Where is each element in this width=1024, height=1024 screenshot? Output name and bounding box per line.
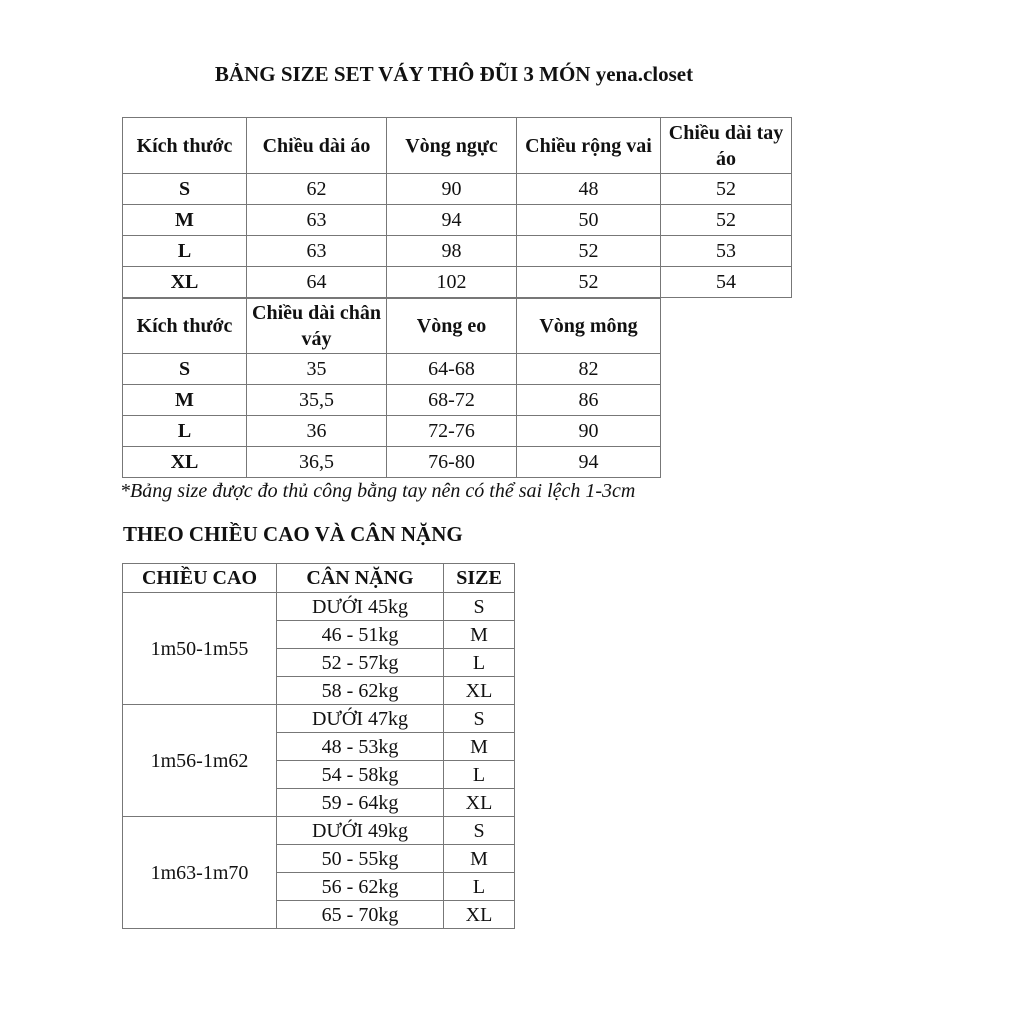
table-cell: 50 (517, 205, 661, 236)
table-row (123, 385, 661, 416)
header-cell: Vòng mông (517, 299, 661, 354)
table-row (123, 705, 515, 733)
header-cell: Vòng eo (387, 299, 517, 354)
size-cell: M (444, 621, 515, 649)
header-cell: CÂN NẶNG (277, 564, 444, 593)
header-cell: Vòng ngực (387, 118, 517, 174)
table-cell: 64-68 (387, 354, 517, 385)
size-cell: XL (123, 267, 247, 298)
table-cell: 72-76 (387, 416, 517, 447)
size-cell: S (444, 705, 515, 733)
table-cell: 94 (517, 447, 661, 478)
table-cell: 82 (517, 354, 661, 385)
size-cell: S (123, 354, 247, 385)
table-row (123, 267, 792, 298)
page-title: BẢNG SIZE SET VÁY THÔ ĐŨI 3 MÓN yena.closet (214, 62, 694, 86)
height-range-cell: 1m63-1m70 (123, 817, 277, 929)
table-row (123, 447, 661, 478)
size-cell: L (444, 761, 515, 789)
table-row (123, 817, 515, 845)
weight-cell: DƯỚI 47kg (277, 705, 444, 733)
table-cell: 62 (247, 174, 387, 205)
size-cell: XL (444, 789, 515, 817)
table-cell: 94 (387, 205, 517, 236)
header-cell: Chiều dài chân váy (247, 299, 387, 354)
table-cell: 35 (247, 354, 387, 385)
table-cell: 52 (661, 174, 792, 205)
size-cell: XL (123, 447, 247, 478)
table-cell: 98 (387, 236, 517, 267)
table-cell: 102 (387, 267, 517, 298)
weight-cell: 50 - 55kg (277, 845, 444, 873)
table-cell: 36,5 (247, 447, 387, 478)
size-cell: M (444, 845, 515, 873)
size-cell: M (123, 385, 247, 416)
table-cell: 76-80 (387, 447, 517, 478)
table-cell: 36 (247, 416, 387, 447)
table-row (123, 354, 661, 385)
table-cell: 64 (247, 267, 387, 298)
size-cell: XL (444, 901, 515, 929)
height-weight-table (122, 563, 515, 929)
table-row (123, 174, 792, 205)
header-cell: Kích thước (123, 299, 247, 354)
measurement-note: *Bảng size được đo thủ công bằng tay nên có thể sai lệch 1-3cm (120, 480, 636, 502)
table-cell: 54 (661, 267, 792, 298)
weight-cell: 52 - 57kg (277, 649, 444, 677)
size-cell: L (444, 649, 515, 677)
table-row (123, 416, 661, 447)
table-cell: 52 (517, 236, 661, 267)
weight-cell: DƯỚI 49kg (277, 817, 444, 845)
size-cell: L (123, 236, 247, 267)
size-cell: L (444, 873, 515, 901)
table-row (123, 205, 792, 236)
height-range-cell: 1m50-1m55 (123, 593, 277, 705)
table-cell: 90 (387, 174, 517, 205)
size-cell: S (123, 174, 247, 205)
header-cell: SIZE (444, 564, 515, 593)
weight-cell: 65 - 70kg (277, 901, 444, 929)
header-cell: Chiều dài tay áo (661, 118, 792, 174)
table-cell: 52 (517, 267, 661, 298)
size-cell: XL (444, 677, 515, 705)
skirt-size-table (122, 298, 661, 478)
table-cell: 35,5 (247, 385, 387, 416)
table-cell: 52 (661, 205, 792, 236)
size-cell: S (444, 593, 515, 621)
top-size-table (122, 117, 792, 298)
table-cell: 68-72 (387, 385, 517, 416)
header-cell: Chiều rộng vai (517, 118, 661, 174)
table-header-row (123, 118, 792, 174)
table-cell: 86 (517, 385, 661, 416)
size-cell: M (444, 733, 515, 761)
section-subtitle: THEO CHIỀU CAO VÀ CÂN NẶNG (123, 522, 463, 546)
weight-cell: 54 - 58kg (277, 761, 444, 789)
weight-cell: 46 - 51kg (277, 621, 444, 649)
table-header-row (123, 299, 661, 354)
table-cell: 63 (247, 236, 387, 267)
weight-cell: 58 - 62kg (277, 677, 444, 705)
table-row (123, 236, 792, 267)
header-cell: Chiều dài áo (247, 118, 387, 174)
weight-cell: 56 - 62kg (277, 873, 444, 901)
weight-cell: DƯỚI 45kg (277, 593, 444, 621)
table-header-row (123, 564, 515, 593)
table-cell: 53 (661, 236, 792, 267)
weight-cell: 48 - 53kg (277, 733, 444, 761)
weight-cell: 59 - 64kg (277, 789, 444, 817)
table-cell: 48 (517, 174, 661, 205)
table-row (123, 593, 515, 621)
table-cell: 63 (247, 205, 387, 236)
size-cell: L (123, 416, 247, 447)
size-cell: M (123, 205, 247, 236)
header-cell: Kích thước (123, 118, 247, 174)
table-cell: 90 (517, 416, 661, 447)
size-cell: S (444, 817, 515, 845)
height-range-cell: 1m56-1m62 (123, 705, 277, 817)
header-cell: CHIỀU CAO (123, 564, 277, 593)
